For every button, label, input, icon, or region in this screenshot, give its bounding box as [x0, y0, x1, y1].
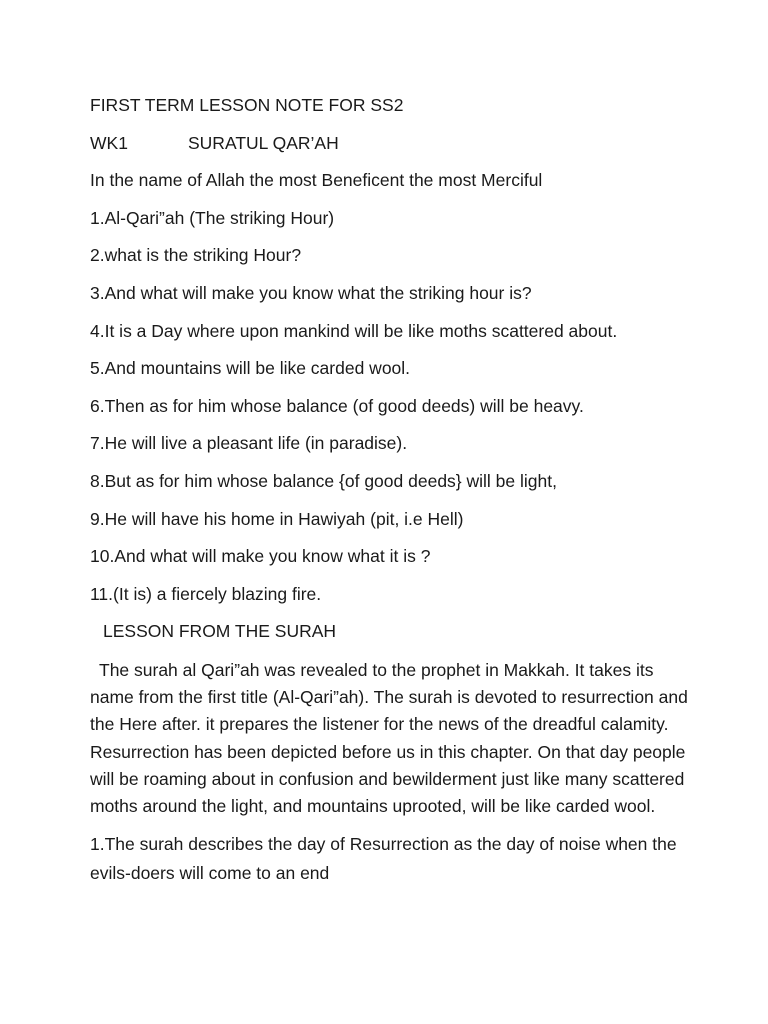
opening-line: In the name of Allah the most Beneficent the most Merciful	[90, 170, 543, 191]
week-topic: SURATUL QAR’AH	[188, 132, 339, 153]
verse-line: 2.what is the striking Hour?	[90, 245, 302, 266]
verse-line: 9.He will have his home in Hawiyah (pit, i.e Hell)	[90, 508, 464, 529]
lesson-point: 1.The surah describes the day of Resurrection as the day of noise when the evils-doers will come to an end	[90, 834, 677, 884]
verse-line: 8.But as for him whose balance {of good deeds} will be light,	[90, 470, 557, 491]
verse-line: 4.It is a Day where upon mankind will be like moths scattered about.	[90, 320, 618, 341]
lesson-paragraph-text: The surah al Qari”ah was revealed to the prophet in Makkah. It takes its name from the first title (Al-Qari”ah). The surah is devoted to resurrection and the Here after. it prepares the listener for the news of the dreadful calamity. Resurrection has been depicted before us in this chapter. On that day people will be roaming about in confusion and bewilderment just like many scattered moths around the light, and mountains uprooted, will be like carded wool.	[90, 659, 688, 816]
verse-line: 5.And mountains will be like carded wool.	[90, 358, 411, 379]
document-page	[90, 93, 690, 888]
document-title: FIRST TERM LESSON NOTE FOR SS2	[90, 95, 404, 115]
lesson-heading: LESSON FROM THE SURAH	[103, 621, 337, 642]
verse-line: 6.Then as for him whose balance (of good deeds) will be heavy.	[90, 395, 584, 416]
week-label: WK1	[90, 132, 128, 153]
verse-line: 11.(It is) a fiercely blazing fire.	[90, 583, 322, 604]
lesson-paragraph	[90, 657, 690, 820]
week-row	[90, 131, 690, 155]
verse-line: 10.And what will make you know what it is ?	[90, 546, 431, 567]
verse-line: 3.And what will make you know what the striking hour is?	[90, 282, 532, 303]
verse-line: 1.Al-Qari”ah (The striking Hour)	[90, 207, 335, 228]
verse-line: 7.He will live a pleasant life (in paradise).	[90, 433, 408, 454]
